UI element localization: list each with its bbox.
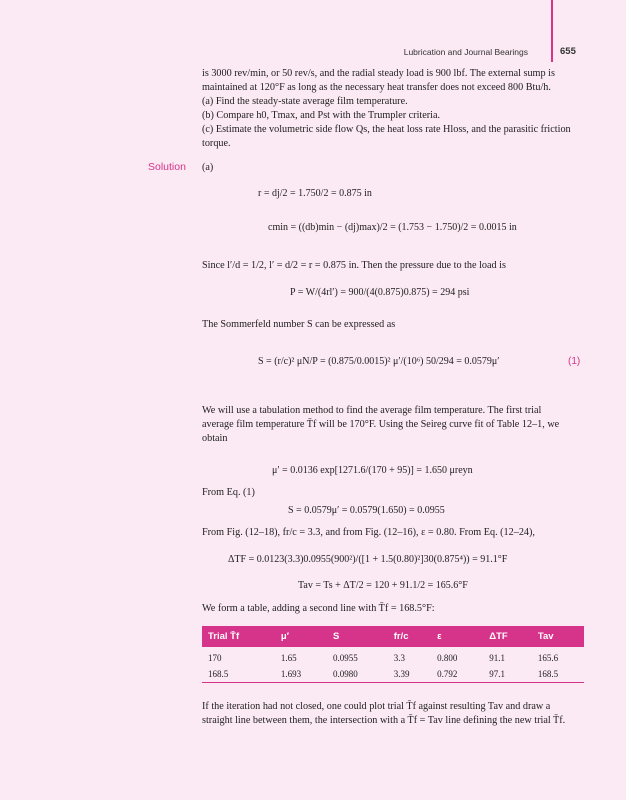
equation-pressure: P = W/(4rl′) = 900/(4(0.875)0.875) = 294 psi <box>290 287 470 298</box>
header-trial-tf: Trial T̄f <box>202 626 275 647</box>
table-cell: 1.65 <box>280 653 297 663</box>
problem-line-5: (c) Estimate the volumetric side flow Qs, the heat loss rate Hloss, and the parasitic friction <box>202 124 571 135</box>
problem-text <box>202 67 584 151</box>
equation-cmin: cmin = ((db)min − (dj)max)/2 = (1.753 − 1.750)/2 = 0.0015 in <box>268 222 517 233</box>
equation-number: (1) <box>568 356 581 367</box>
solution-part-a: (a) <box>202 162 214 173</box>
header-divider <box>551 0 553 62</box>
equation-r: r = dj/2 = 1.750/2 = 0.875 in <box>258 188 372 199</box>
equation-viscosity: μ′ = 0.0136 exp[1271.6/(170 + 95)] = 1.650 μreyn <box>272 465 473 476</box>
tabulation-text <box>202 404 584 446</box>
header-mu: μ′ <box>275 626 327 647</box>
table-header-row <box>202 626 584 647</box>
table-cell: 0.792 <box>437 669 458 679</box>
table-bottom-rule <box>202 682 584 683</box>
closing-line-2: straight line between them, the intersection with a T̄f = Tav line defining the new trial T̄f. <box>202 715 566 726</box>
tabulation-line-2: average film temperature T̄f will be 170°F. Using the Seireg curve fit of Table 12–1, we <box>202 419 560 430</box>
problem-line-2: maintained at 120°F as long as the necessary heat transfer does not exceed 800 Btu/h. <box>202 82 551 93</box>
running-head: Lubrication and Journal Bearings <box>403 47 528 57</box>
iteration-table <box>202 626 584 682</box>
figure-reference-text: From Fig. (12–18), fr/c = 3.3, and from Fig. (12–16), ε = 0.80. From Eq. (12–24), <box>202 527 535 538</box>
table-cell: 0.0955 <box>333 653 358 663</box>
header-epsilon: ε <box>431 626 483 647</box>
since-text: Since l′/d = 1/2, l′ = d/2 = r = 0.875 in. Then the pressure due to the load is <box>202 260 506 271</box>
header-delta-tf: ΔTF <box>483 626 532 647</box>
sommerfeld-intro: The Sommerfeld number S can be expressed as <box>202 319 396 330</box>
closing-line-1: If the iteration had not closed, one could plot trial T̄f against resulting Tav and draw a <box>202 701 551 712</box>
problem-line-4: (b) Compare h0, Tmax, and Pst with the Trumpler criteria. <box>202 110 441 121</box>
table-row <box>202 647 584 666</box>
table-cell: 0.0980 <box>333 669 358 679</box>
tabulation-line-1: We will use a tabulation method to find the average film temperature. The first trial <box>202 405 542 416</box>
problem-line-3: (a) Find the steady-state average film temperature. <box>202 96 408 107</box>
problem-line-6: torque. <box>202 138 231 149</box>
table-cell: 1.693 <box>280 669 302 679</box>
header-s: S <box>327 626 388 647</box>
table-cell: 91.1 <box>489 653 505 663</box>
table-cell: 0.800 <box>437 653 458 663</box>
table-cell: 165.6 <box>537 653 559 663</box>
form-table-text: We form a table, adding a second line with T̄f = 168.5°F: <box>202 603 435 614</box>
equation-delta-t: ΔTF = 0.0123(3.3)0.0955(900²)/([1 + 1.5(0.80)²]30(0.875⁴)) = 91.1°F <box>228 554 508 565</box>
problem-line-1: is 3000 rev/min, or 50 rev/s, and the radial steady load is 900 lbf. The external sump is <box>202 68 555 79</box>
equation-sommerfeld: S = (r/c)² μN/P = (0.875/0.0015)² μ′/(10⁶) 50/294 = 0.0579μ′ <box>258 356 500 367</box>
table-cell: 3.39 <box>393 669 410 679</box>
table-cell: 168.5 <box>537 669 559 679</box>
table-cell: 170 <box>208 653 222 663</box>
table-cell: 168.5 <box>208 669 229 679</box>
equation-t-average: Tav = Ts + ΔT/2 = 120 + 91.1/2 = 165.6°F <box>298 580 468 591</box>
header-tav: Tav <box>532 626 584 647</box>
solution-label: Solution <box>148 161 186 173</box>
header-frc: fr/c <box>388 626 431 647</box>
tabulation-line-3: obtain <box>202 433 228 444</box>
table-cell: 97.1 <box>489 669 505 679</box>
from-eq-text: From Eq. (1) <box>202 487 255 498</box>
table-row <box>202 666 584 682</box>
equation-s-value: S = 0.0579μ′ = 0.0579(1.650) = 0.0955 <box>288 505 445 516</box>
page-number: 655 <box>560 46 576 57</box>
table-cell: 3.3 <box>393 653 405 663</box>
closing-text <box>202 700 584 728</box>
